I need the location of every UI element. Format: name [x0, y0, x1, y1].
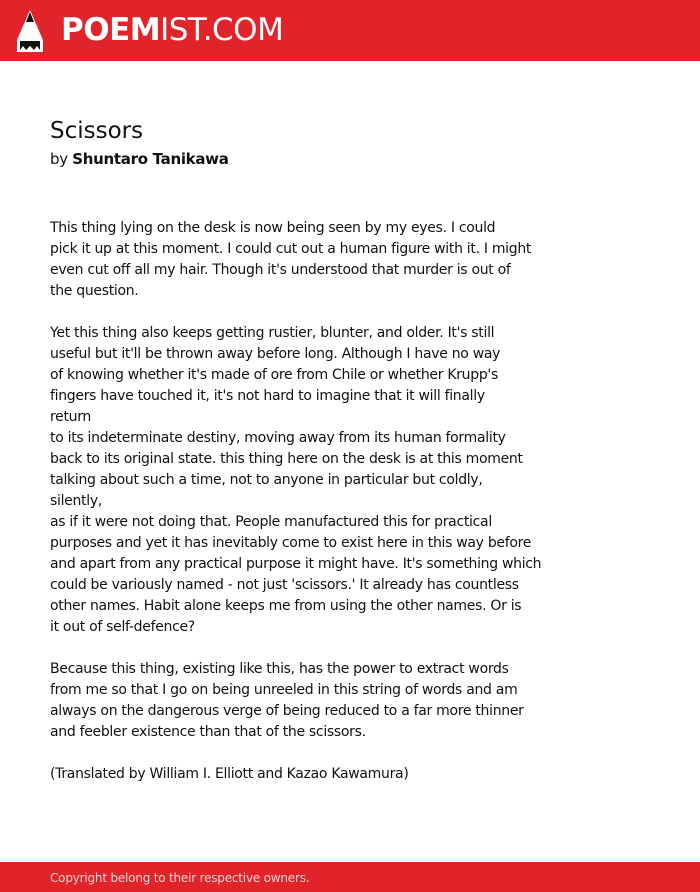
poem-line: useful but it'll be thrown away before long. Although I have no way — [50, 346, 501, 362]
poem-line: silently, — [50, 493, 102, 509]
stanza — [50, 659, 570, 743]
poem-line: return — [50, 409, 92, 425]
copyright-text: Copyright belong to their respective owners. — [50, 871, 310, 885]
poem-line: from me so that I go on being unreeled in this string of words and am — [50, 682, 518, 698]
poem-body — [50, 218, 570, 806]
poem-line: of knowing whether it's made of ore from Chile or whether Krupp's — [50, 367, 498, 383]
poem-line: purposes and yet it has inevitably come to exist here in this way before — [50, 535, 532, 551]
stanza — [50, 323, 570, 638]
poem-line: as if it were not doing that. People manufactured this for practical — [50, 514, 492, 530]
pencil-tip-icon — [17, 10, 43, 52]
poem-line: back to its original state. this thing here on the desk is at this moment — [50, 451, 523, 467]
author-name: Shuntaro Tanikawa — [72, 150, 229, 168]
poem-line: even cut off all my hair. Though it's understood that murder is out of — [50, 262, 511, 278]
site-footer — [0, 862, 700, 892]
poem-line: (Translated by William I. Elliott and Kazao Kawamura) — [50, 766, 409, 782]
poem-line: the question. — [50, 283, 139, 299]
stanza — [50, 218, 570, 302]
poem-line: talking about such a time, not to anyone in particular but coldly, — [50, 472, 483, 488]
poem-line: it out of self-defence? — [50, 619, 195, 635]
logo-strong-text: POEM — [61, 12, 161, 48]
poem-line: pick it up at this moment. I could cut out a human figure with it. I might — [50, 241, 532, 257]
by-label: by — [50, 150, 68, 168]
byline — [50, 149, 229, 169]
poem-line: to its indeterminate destiny, moving away from its human formality — [50, 430, 506, 446]
poem-line: Yet this thing also keeps getting rustier, blunter, and older. It's still — [50, 325, 495, 341]
poem-title: Scissors — [50, 118, 144, 144]
poem-line: and feebler existence than that of the scissors. — [50, 724, 366, 740]
site-logo-text — [61, 12, 283, 48]
poem-line: This thing lying on the desk is now being seen by my eyes. I could — [50, 220, 496, 236]
poem-line: and apart from any practical purpose it might have. It's something which — [50, 556, 542, 572]
site-header — [0, 0, 700, 61]
translation-credit — [50, 764, 570, 785]
logo-light-text: IST.COM — [160, 12, 284, 48]
poem-line: other names. Habit alone keeps me from using the other names. Or is — [50, 598, 522, 614]
poem-line: always on the dangerous verge of being reduced to a far more thinner — [50, 703, 524, 719]
poem-line: Because this thing, existing like this, has the power to extract words — [50, 661, 509, 677]
poem-line: fingers have touched it, it's not hard to imagine that it will finally — [50, 388, 485, 404]
poem-line: could be variously named - not just 'scissors.' It already has countless — [50, 577, 519, 593]
